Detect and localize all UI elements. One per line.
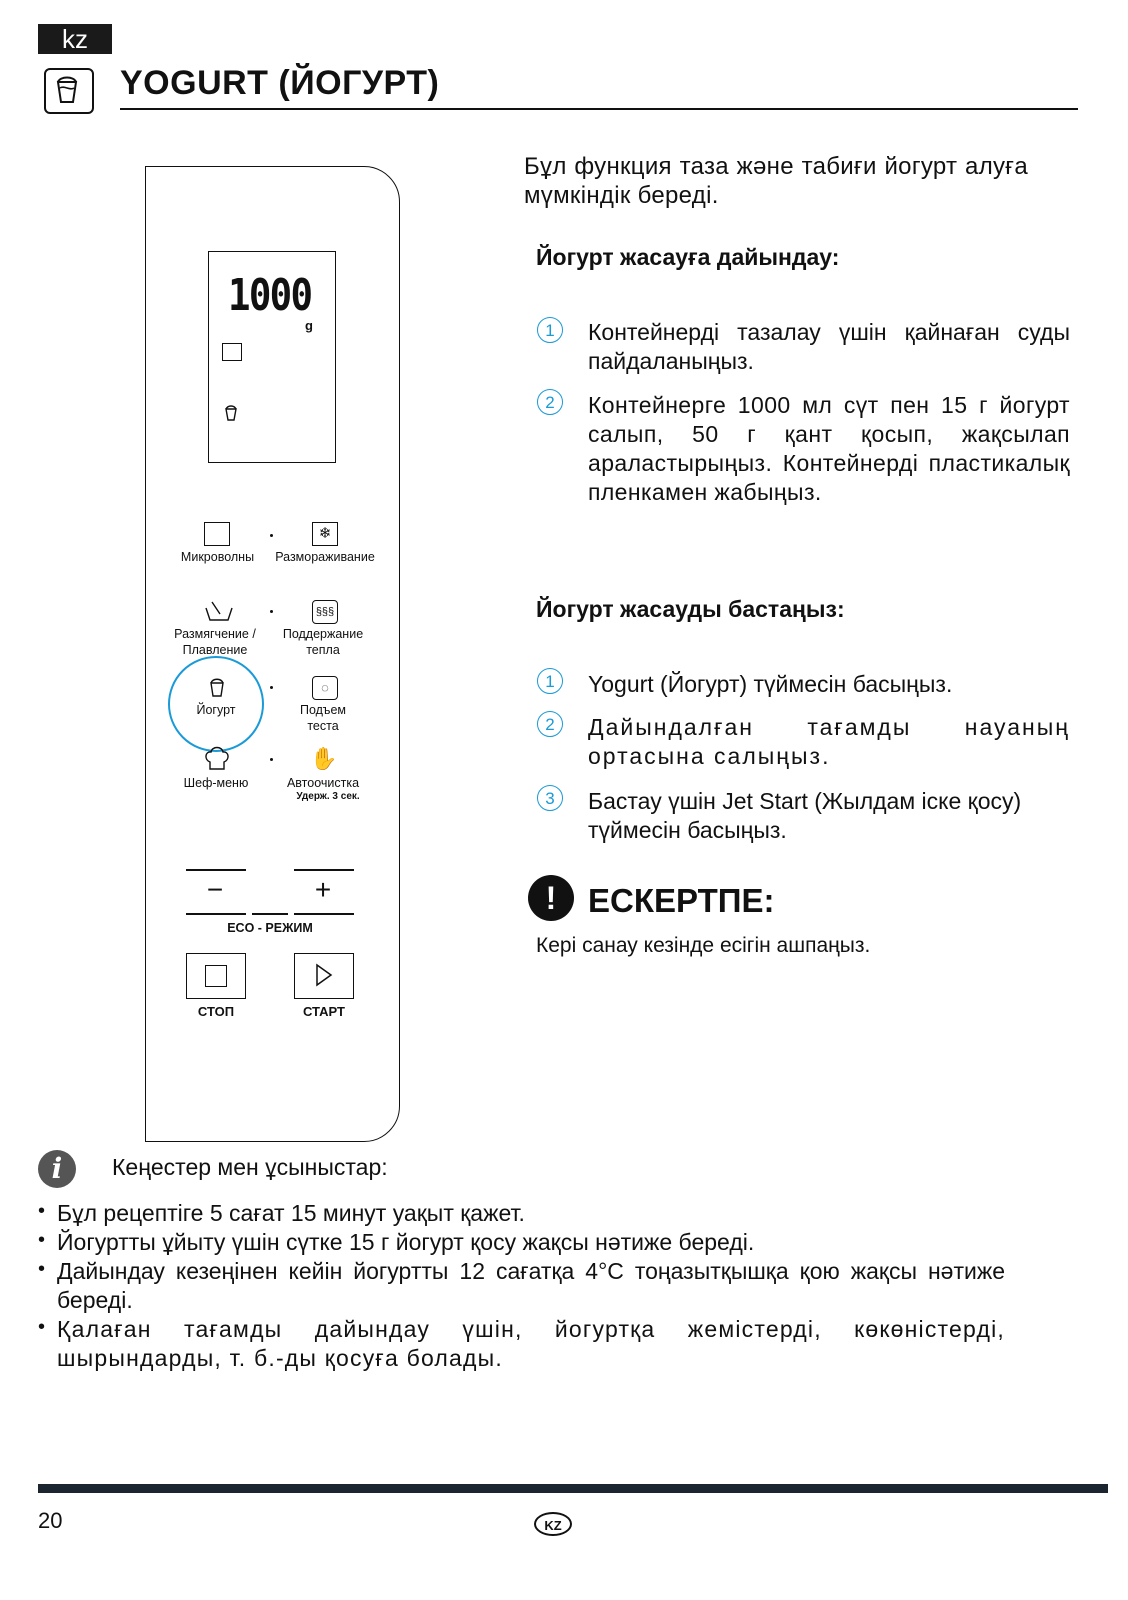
tip-item: Бұл рецептіге 5 сағат 15 минут уақыт қажет. (57, 1200, 525, 1226)
stop-button[interactable] (186, 953, 246, 999)
start-step-1-text: Yogurt (Йогурт) түймесін басыңыз. (588, 671, 953, 697)
page-number: 20 (38, 1508, 63, 1533)
chef-hat-icon (202, 744, 232, 777)
start-heading: Йогурт жасауды бастаңыз: (536, 596, 845, 622)
display-microwave-icon (222, 343, 242, 361)
start-label: СТАРТ (302, 1004, 345, 1019)
prep-step-1-text: Контейнерді тазалау үшін қайнаған суды пайдаланыңыз. (588, 319, 1070, 374)
stop-icon (205, 965, 227, 987)
language-tag: kz (38, 24, 112, 54)
info-icon: i (38, 1150, 76, 1188)
dough-rise-button-label-2[interactable]: теста (307, 719, 339, 733)
defrost-icon: ❄ (312, 522, 338, 546)
display-unit: g (305, 318, 313, 333)
start-step-3-text: Бастау үшін Jet Start (Жылдам іске қосу) түймесін басыңыз. (588, 788, 1022, 843)
start-step-3-number: 3 (537, 785, 563, 811)
start-step-1-number: 1 (537, 668, 563, 694)
display-yogurt-icon (222, 404, 240, 427)
eco-line (252, 913, 288, 915)
warning-title: ЕСКЕРТПЕ: (588, 882, 775, 919)
footer-divider (38, 1484, 1108, 1493)
play-icon (295, 954, 351, 996)
separator-dot (270, 610, 273, 613)
separator-dot (270, 686, 273, 689)
prep-step-1-number: 1 (537, 317, 563, 343)
eco-mode-label: ECO - РЕЖИМ (227, 921, 313, 935)
auto-clean-icon: ✋ (310, 746, 338, 771)
tips-heading: Кеңестер мен ұсыныстар: (112, 1154, 388, 1180)
warning-text: Кері санау кезінде есігін ашпаңыз. (536, 934, 871, 957)
minus-top-line (186, 869, 246, 871)
yogurt-button-label[interactable]: Йогурт (196, 703, 236, 717)
title-divider (120, 108, 1078, 110)
start-step-2-text: Дайындалған тағамды науаның ортасына салыңыз. (588, 714, 1070, 769)
microwave-button-label[interactable]: Микроволны (180, 550, 255, 564)
bullet-dot: • (38, 1258, 46, 1280)
plus-top-line (294, 869, 354, 871)
keep-warm-button-label-2[interactable]: тепла (306, 643, 340, 657)
start-step-2-number: 2 (537, 711, 563, 737)
exclamation-icon: ! (528, 875, 574, 921)
keep-warm-button-label[interactable]: Поддержание (282, 627, 364, 641)
tip-item: Дайындау кезеңінен кейін йогуртты 12 сағатқа 4°C тоңазытқышқа қою жақсы нәтиже береді. (57, 1258, 1005, 1313)
yogurt-icon (206, 676, 228, 703)
dough-rise-icon: ◌ (312, 676, 338, 700)
start-button[interactable] (294, 953, 354, 999)
auto-clean-hold-label: Удерж. 3 сек. (296, 791, 360, 802)
auto-clean-button-label[interactable]: Автоочистка (286, 776, 360, 790)
keep-warm-icon: §§§ (312, 600, 338, 624)
chef-menu-button-label[interactable]: Шеф-меню (183, 776, 249, 790)
separator-dot (270, 758, 273, 761)
minus-button[interactable]: − (206, 874, 224, 905)
display-digits: 1000 (228, 270, 312, 321)
prep-heading: Йогурт жасауға дайындау: (536, 244, 840, 270)
minus-bottom-line (186, 913, 246, 915)
melt-icon (204, 598, 234, 627)
tip-item: Қалаған тағамды дайындау үшін, йогуртқа жемістерді, көкөністерді, шырындарды, т. б.-ды қосуға болады. (57, 1316, 1005, 1371)
page-title: YOGURT (ЙОГУРТ) (120, 64, 440, 102)
intro-text: Бұл функция таза және табиғи йогурт алуға мүмкіндік береді. (524, 153, 1028, 209)
tip-item: Йогуртты ұйыту үшін сүтке 15 г йогурт қосу жақсы нәтиже береді. (57, 1229, 755, 1255)
bullet-dot: • (38, 1316, 46, 1338)
defrost-button-label[interactable]: Размораживание (275, 550, 375, 564)
separator-dot (270, 534, 273, 537)
bullet-dot: • (38, 1200, 46, 1222)
prep-step-2-number: 2 (537, 389, 563, 415)
melt-button-label[interactable]: Размягчение / (174, 627, 256, 641)
melt-button-label-2[interactable]: Плавление (182, 643, 248, 657)
language-badge: KZ (534, 1512, 572, 1536)
plus-bottom-line (294, 913, 354, 915)
yogurt-cup-icon (44, 68, 94, 114)
prep-step-2-text: Контейнерге 1000 мл сүт пен 15 г йогурт салып, 50 г қант қосып, жақсылап араластырыңыз. Контейнерді пластикалық пленкамен жабыңыз. (588, 392, 1070, 505)
stop-label: СТОП (197, 1004, 235, 1019)
bullet-dot: • (38, 1229, 46, 1251)
dough-rise-button-label[interactable]: Подъем (299, 703, 347, 717)
plus-button[interactable]: + (314, 874, 332, 905)
microwave-icon (204, 522, 230, 546)
